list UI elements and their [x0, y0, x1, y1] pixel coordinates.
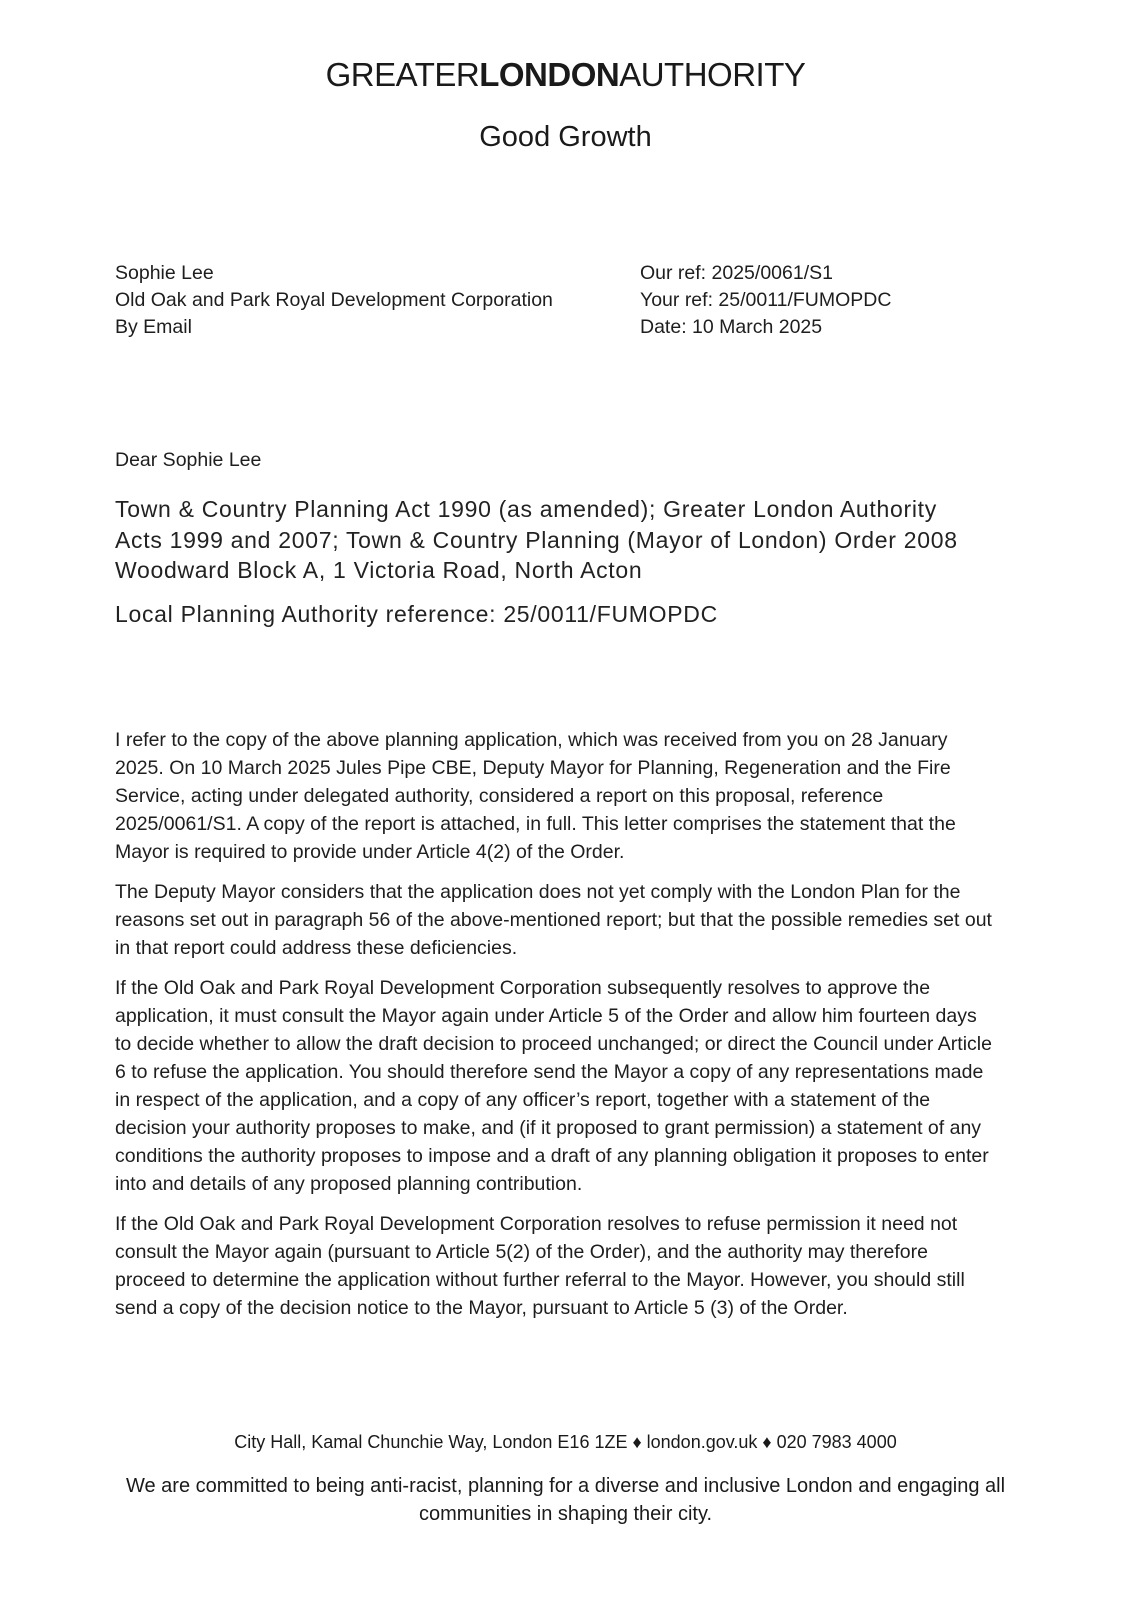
gla-tagline: Good Growth [479, 121, 652, 153]
references-block [640, 260, 891, 341]
gla-logo-authority: AUTHORITY [619, 56, 806, 93]
recipient-block [115, 260, 553, 341]
body-paragraph-3: If the Old Oak and Park Royal Development Corporation subsequently resolves to approve the application, it must consult the Mayor again under Article 5 of the Order and allow him fourteen days to decide whether to allow the draft decision to proceed unchanged; or direct the Council under Article 6 to refuse the application. You should therefore send the Mayor a copy of any representations made in respect of the application, and a copy of any officer’s report, together with a statement of the decision your authority proposes to make, and (if it proposed to grant permission) a statement of any conditions the authority proposes to impose and a draft of any planning obligation it proposes to enter into and details of any proposed planning contribution. [115, 977, 992, 1195]
subject-acts: Town & Country Planning Act 1990 (as amended); Greater London Authority Acts 1999 and 2007; Town & Country Planning (Mayor of London) Order 2008 [115, 496, 958, 553]
footer-commitment-statement: We are committed to being anti-racist, planning for a diverse and inclusive London and engaging all communities in shaping their city. [125, 1475, 1006, 1525]
gla-logo-london: LONDON [479, 56, 620, 93]
your-ref: Your ref: 25/0011/FUMOPDC [640, 289, 892, 311]
body-paragraph-4: If the Old Oak and Park Royal Development Corporation resolves to refuse permission it need not consult the Mayor again (pursuant to Article 5(2) of the Order), and the authority may therefore proceed to determine the application without further referral to the Mayor. However, you should still send a copy of the decision notice to the Mayor, pursuant to Article 5 (3) of the Order. [115, 1213, 965, 1319]
letter-body [115, 726, 995, 1334]
letter-date: Date: 10 March 2025 [640, 316, 823, 338]
body-paragraph-1: I refer to the copy of the above planning application, which was received from you on 28 January 2025. On 10 March 2025 Jules Pipe CBE, Deputy Mayor for Planning, Regeneration and the Fire Service, acting under delegated authority, considered a report on this proposal, reference 2025/0061/S1. A copy of the report is attached, in full. This letter comprises the statement that the Mayor is required to provide under Article 4(2) of the Order. [115, 729, 956, 863]
recipient-organisation: Old Oak and Park Royal Development Corporation [115, 289, 553, 311]
subject-site-address: Woodward Block A, 1 Victoria Road, North Acton [115, 557, 643, 583]
recipient-name: Sophie Lee [115, 262, 214, 284]
footer-address-line: City Hall, Kamal Chunchie Way, London E16 1ZE ♦ london.gov.uk ♦ 020 7983 4000 [234, 1432, 897, 1452]
gla-logo-greater: GREATER [325, 56, 480, 93]
salutation: Dear Sophie Lee [115, 449, 262, 471]
our-ref: Our ref: 2025/0061/S1 [640, 262, 833, 284]
lpa-reference: Local Planning Authority reference: 25/0011/FUMOPDC [115, 600, 718, 627]
recipient-delivery-method: By Email [115, 316, 192, 338]
gla-logo [0, 56, 1131, 94]
body-paragraph-2: The Deputy Mayor considers that the application does not yet comply with the London Plan for the reasons set out in paragraph 56 of the above-mentioned report; but that the possible remedies set out in that report could address these deficiencies. [115, 881, 992, 959]
subject-block [115, 494, 960, 629]
